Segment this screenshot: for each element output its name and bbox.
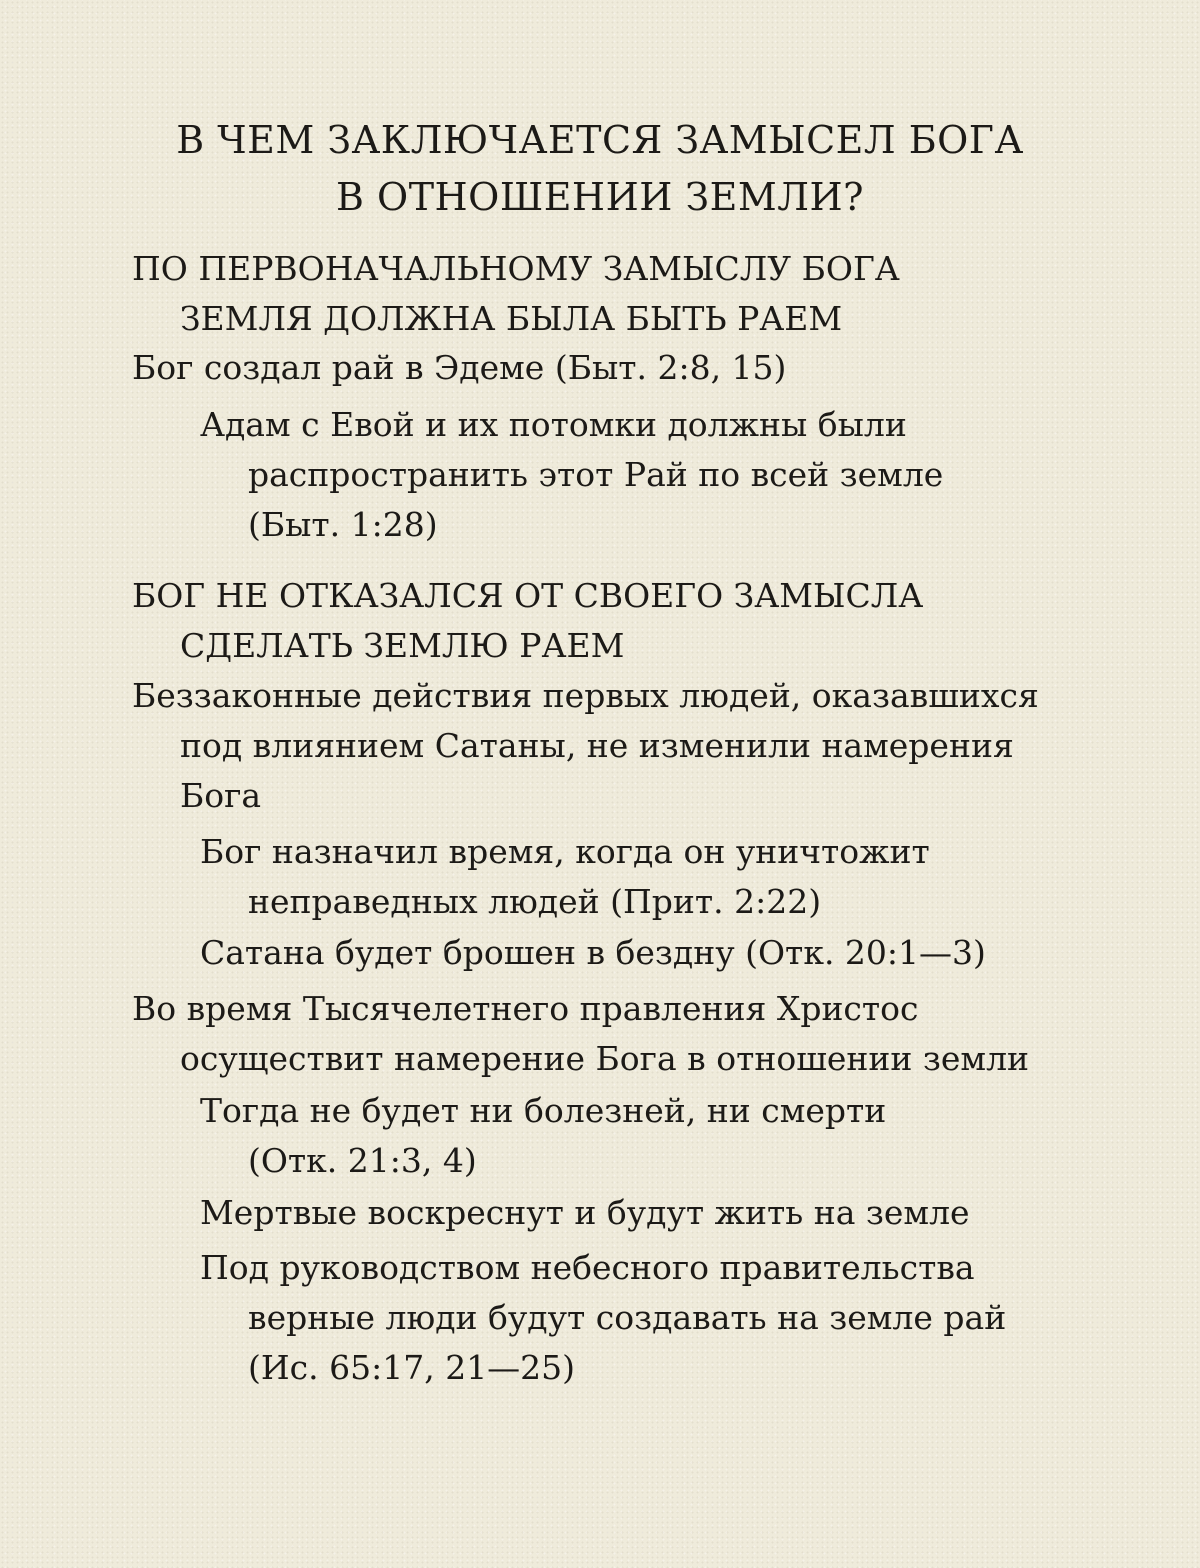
section-2-subpoint-1-line-1: Бог назначил время, когда он уничтожит (200, 832, 930, 871)
page-title-line-1: В ЧЕМ ЗАКЛЮЧАЕТСЯ ЗАМЫСЕЛ БОГА (176, 118, 1024, 162)
section-2-point-1-line-3: Бога (180, 776, 262, 815)
section-2-subpoint-2: Сатана будет брошен в бездну (Отк. 20:1—3) (200, 933, 986, 972)
section-1-heading-line-1: ПО ПЕРВОНАЧАЛЬНОМУ ЗАМЫСЛУ БОГА (132, 249, 900, 288)
section-2-subpoint-5-line-2: верные люди будут создавать на земле рай (248, 1298, 1007, 1337)
section-1-subpoint-1-line-2: распространить этот Рай по всей земле (248, 455, 944, 494)
section-2-subpoint-5 (200, 1243, 1006, 1393)
section-1-heading-line-2: ЗЕМЛЯ ДОЛЖНА БЫЛА БЫТЬ РАЕМ (180, 299, 843, 338)
section-2-point-1 (132, 671, 1039, 821)
section-2-subpoint-1-line-2: неправедных людей (Прит. 2:22) (248, 882, 822, 921)
page-title-line-2: В ОТНОШЕНИИ ЗЕМЛИ? (336, 175, 864, 219)
section-2-point-2-line-2: осуществит намерение Бога в отношении земли (180, 1039, 1030, 1078)
section-2-subpoint-3 (200, 1086, 886, 1186)
section-2-heading-line-1: БОГ НЕ ОТКАЗАЛСЯ ОТ СВОЕГО ЗАМЫСЛА (132, 576, 924, 615)
section-2-heading (132, 571, 923, 671)
section-2-subpoint-3-line-1: Тогда не будет ни болезней, ни смерти (200, 1091, 887, 1130)
section-1-subpoint-1-line-3: (Быт. 1:28) (248, 505, 438, 544)
section-1-heading (132, 244, 900, 344)
section-2-subpoint-5-line-3: (Ис. 65:17, 21—25) (248, 1348, 576, 1387)
section-2-subpoint-3-line-2: (Отк. 21:3, 4) (248, 1141, 477, 1180)
section-1-point-1: Бог создал рай в Эдеме (Быт. 2:8, 15) (132, 348, 787, 387)
section-1-subpoint-1-line-1: Адам с Евой и их потомки должны были (200, 405, 907, 444)
section-2-point-2-line-1: Во время Тысячелетнего правления Христос (132, 989, 919, 1028)
section-2-point-1-line-1: Беззаконные действия первых людей, оказавшихся (132, 676, 1039, 715)
section-2-point-1-line-2: под влиянием Сатаны, не изменили намерения (180, 726, 1014, 765)
section-2-subpoint-5-line-1: Под руководством небесного правительства (200, 1248, 975, 1287)
section-2-subpoint-1 (200, 827, 930, 927)
section-2-point-2 (132, 984, 1029, 1084)
section-1-subpoint-1 (200, 400, 943, 550)
section-2-heading-line-2: СДЕЛАТЬ ЗЕМЛЮ РАЕМ (180, 626, 625, 665)
section-2-subpoint-4: Мертвые воскреснут и будут жить на земле (200, 1193, 970, 1232)
page-title (100, 112, 1100, 226)
